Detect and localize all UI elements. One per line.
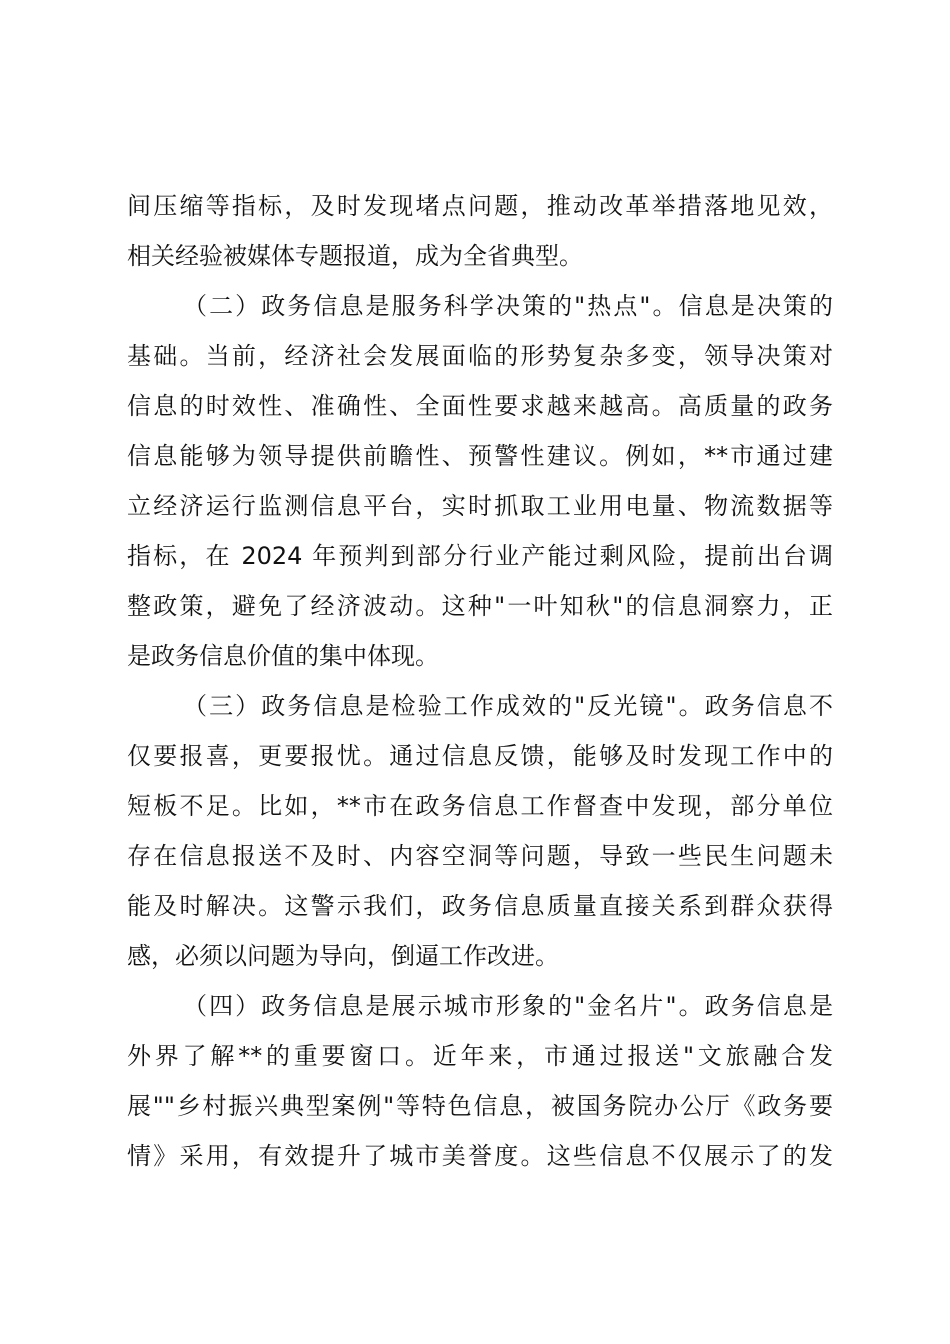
document-body — [127, 181, 833, 1181]
text-line: 短板不足。比如，**市在政务信息工作督查中发现，部分单位 — [127, 792, 833, 820]
text-line: 是政务信息价值的集中体现。 — [127, 642, 439, 670]
text-line: 基础。当前，经济社会发展面临的形势复杂多变，领导决策对 — [127, 342, 833, 370]
text-line: 间压缩等指标，及时发现堵点问题，推动改革举措落地见效， — [127, 192, 833, 220]
text-line: 展""乡村振兴典型案例"等特色信息，被国务院办公厅《政务要 — [127, 1092, 833, 1120]
text-line: 感，必须以问题为导向，倒逼工作改进。 — [127, 942, 559, 970]
text-line: （二）政务信息是服务科学决策的"热点"。信息是决策的 — [183, 292, 833, 320]
text-line: 情》采用，有效提升了城市美誉度。这些信息不仅展示了的发 — [127, 1142, 833, 1170]
text-line: （四）政务信息是展示城市形象的"金名片"。政务信息是 — [183, 992, 833, 1020]
text-line: 指标，在 2024 年预判到部分行业产能过剩风险，提前出台调 — [127, 542, 833, 570]
text-line: 整政策，避免了经济波动。这种"一叶知秋"的信息洞察力，正 — [127, 592, 833, 620]
text-line: 相关经验被媒体专题报道，成为全省典型。 — [127, 242, 583, 270]
text-line: 外界了解**的重要窗口。近年来，市通过报送"文旅融合发 — [127, 1042, 833, 1070]
text-line: 存在信息报送不及时、内容空洞等问题，导致一些民生问题未 — [127, 842, 833, 870]
text-line: 能及时解决。这警示我们，政务信息质量直接关系到群众获得 — [127, 892, 833, 920]
text-line: （三）政务信息是检验工作成效的"反光镜"。政务信息不 — [183, 692, 833, 720]
text-line: 仅要报喜，更要报忧。通过信息反馈，能够及时发现工作中的 — [127, 742, 833, 770]
text-line: 信息的时效性、准确性、全面性要求越来越高。高质量的政务 — [127, 392, 833, 420]
text-line: 立经济运行监测信息平台，实时抓取工业用电量、物流数据等 — [127, 492, 833, 520]
text-line: 信息能够为领导提供前瞻性、预警性建议。例如，**市通过建 — [127, 442, 833, 470]
